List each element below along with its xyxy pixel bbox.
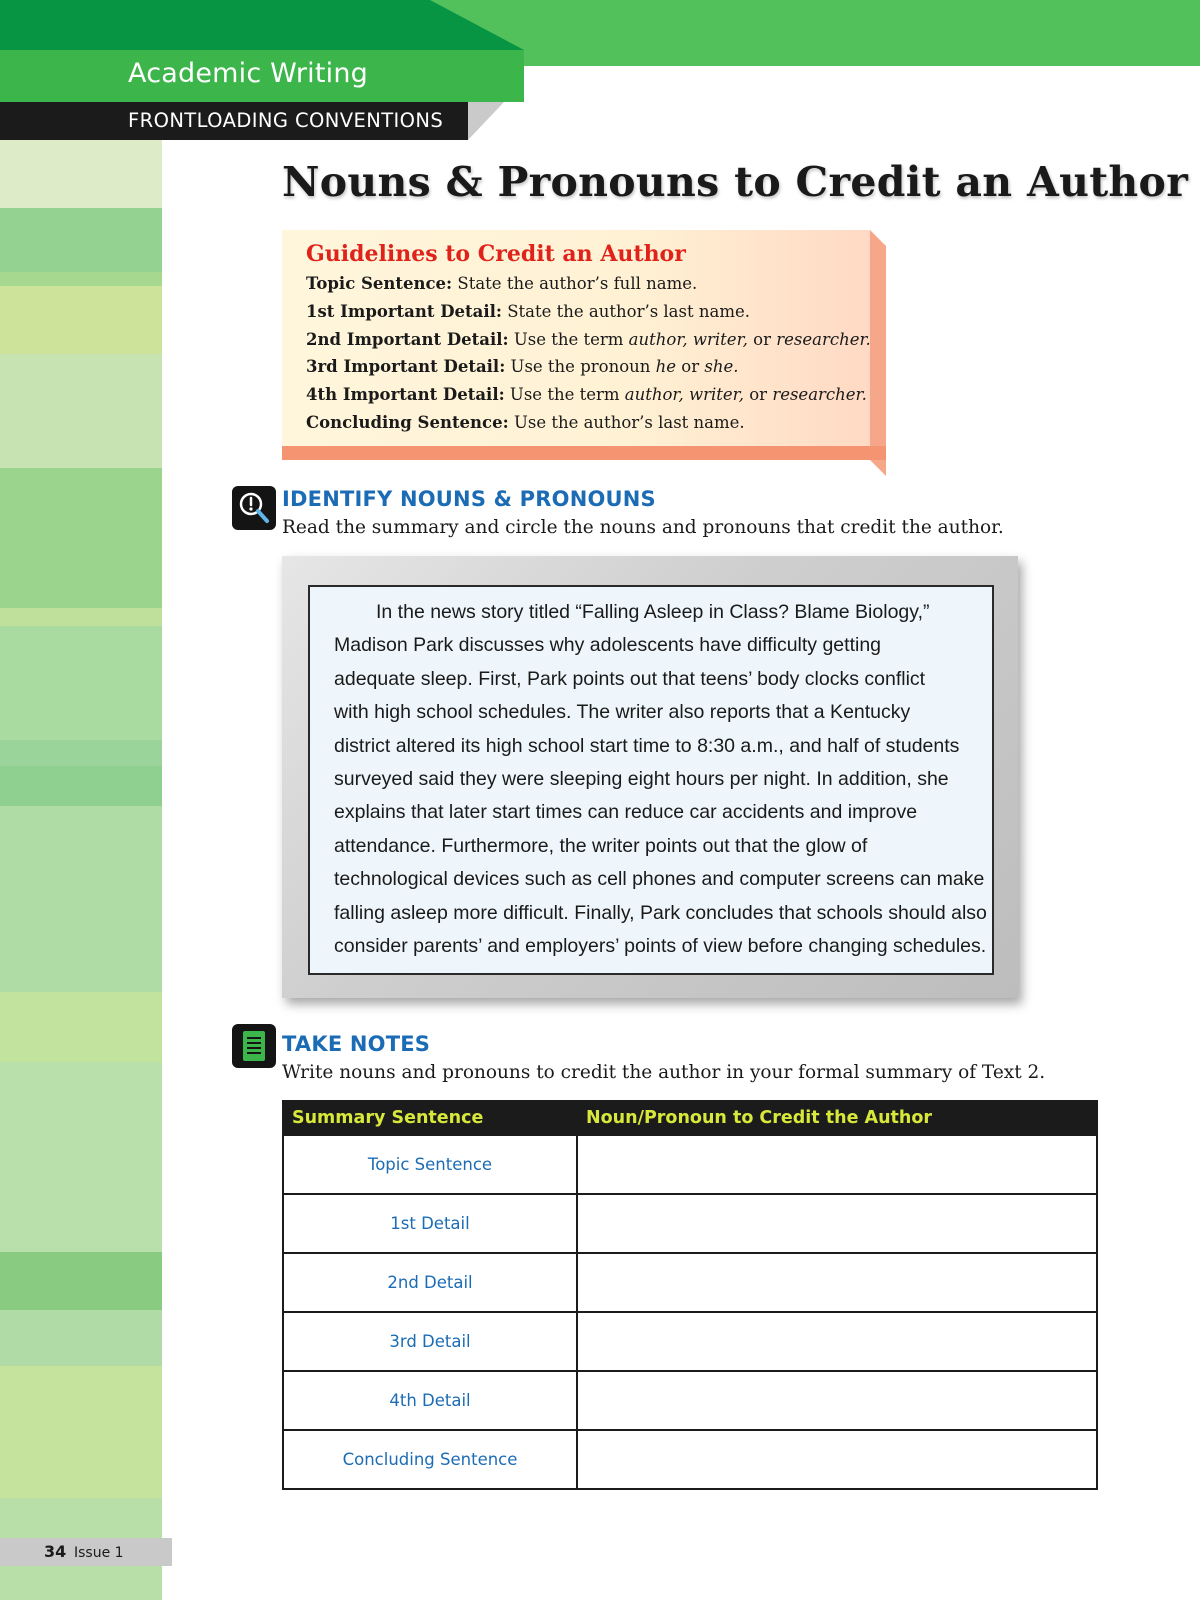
notes-table bbox=[282, 1100, 1098, 1490]
row-label: Concluding Sentence bbox=[283, 1430, 577, 1489]
summary-line: Madison Park discusses why adolescents have difficulty getting bbox=[334, 634, 882, 657]
row-label: Topic Sentence bbox=[283, 1135, 577, 1194]
table-header: Summary Sentence bbox=[283, 1101, 577, 1135]
notes-instruction: Write nouns and pronouns to credit the author in your formal summary of Text 2. bbox=[282, 1062, 1046, 1083]
guidelines-title: Guidelines to Credit an Author bbox=[306, 241, 686, 267]
notes-heading: TAKE NOTES bbox=[282, 1032, 431, 1056]
row-label: 2nd Detail bbox=[283, 1253, 577, 1312]
guideline-item: Topic Sentence: State the author’s full name. bbox=[306, 274, 698, 293]
summary-text bbox=[334, 596, 994, 963]
table-row bbox=[283, 1194, 1097, 1253]
subsection-label: FRONTLOADING CONVENTIONS bbox=[128, 109, 444, 132]
answer-cell[interactable] bbox=[577, 1312, 1097, 1371]
guidelines-box-edge-bottom bbox=[282, 446, 886, 460]
magnifier-alert-icon bbox=[232, 486, 276, 530]
row-label: 3rd Detail bbox=[283, 1312, 577, 1371]
subsection-bar-slant bbox=[468, 102, 504, 140]
summary-line: district altered its high school start time to 8:30 a.m., and half of students bbox=[334, 734, 960, 757]
table-row bbox=[283, 1253, 1097, 1312]
guidelines-list bbox=[306, 270, 871, 437]
page-title: Nouns & Pronouns to Credit an Author bbox=[282, 158, 1189, 206]
summary-line: falling asleep more difficult. Finally, Park concludes that schools should also bbox=[334, 901, 987, 924]
summary-line: adequate sleep. First, Park points out that teens’ body clocks conflict bbox=[334, 667, 926, 690]
row-label: 1st Detail bbox=[283, 1194, 577, 1253]
section-label: Academic Writing bbox=[128, 58, 368, 89]
guideline-item: 4th Important Detail: Use the term author, writer, or researcher. bbox=[306, 385, 867, 405]
table-header: Noun/Pronoun to Credit the Author bbox=[577, 1101, 1097, 1135]
answer-cell[interactable] bbox=[577, 1430, 1097, 1489]
answer-cell[interactable] bbox=[577, 1371, 1097, 1430]
summary-line: explains that later start times can reduce car accidents and improve bbox=[334, 801, 918, 824]
row-label: 4th Detail bbox=[283, 1371, 577, 1430]
guideline-item: 1st Important Detail: State the author’s last name. bbox=[306, 301, 750, 321]
header-accent-slant bbox=[430, 0, 524, 50]
table-row bbox=[283, 1135, 1097, 1194]
summary-line: attendance. Furthermore, the writer points out that the glow of bbox=[334, 834, 868, 857]
issue-label: Issue 1 bbox=[74, 1545, 124, 1561]
summary-line: with high school schedules. The writer also reports that a Kentucky bbox=[334, 701, 911, 724]
summary-line: consider parents’ and employers’ points of view before changing schedules. bbox=[334, 935, 987, 958]
guideline-item: 3rd Important Detail: Use the pronoun he or she. bbox=[306, 357, 739, 377]
page-number: 34 bbox=[44, 1542, 67, 1561]
answer-cell[interactable] bbox=[577, 1253, 1097, 1312]
table-row bbox=[283, 1312, 1097, 1371]
table-row bbox=[283, 1371, 1097, 1430]
identify-heading: IDENTIFY NOUNS & PRONOUNS bbox=[282, 487, 656, 511]
header-accent bbox=[0, 0, 430, 50]
answer-cell[interactable] bbox=[577, 1135, 1097, 1194]
answer-cell[interactable] bbox=[577, 1194, 1097, 1253]
guidelines-box-edge bbox=[870, 230, 886, 476]
guideline-item: Concluding Sentence: Use the author’s last name. bbox=[306, 412, 745, 432]
summary-line: technological devices such as cell phones and computer screens can make bbox=[334, 868, 985, 891]
guideline-item: 2nd Important Detail: Use the term author, writer, or researcher. bbox=[306, 329, 871, 349]
table-row bbox=[283, 1430, 1097, 1489]
summary-line: surveyed said they were sleeping eight hours per night. In addition, she bbox=[334, 768, 949, 791]
identify-instruction: Read the summary and circle the nouns and pronouns that credit the author. bbox=[282, 517, 1004, 538]
notes-document-icon bbox=[232, 1024, 276, 1068]
summary-line: In the news story titled “Falling Asleep in Class? Blame Biology,” bbox=[376, 601, 930, 623]
